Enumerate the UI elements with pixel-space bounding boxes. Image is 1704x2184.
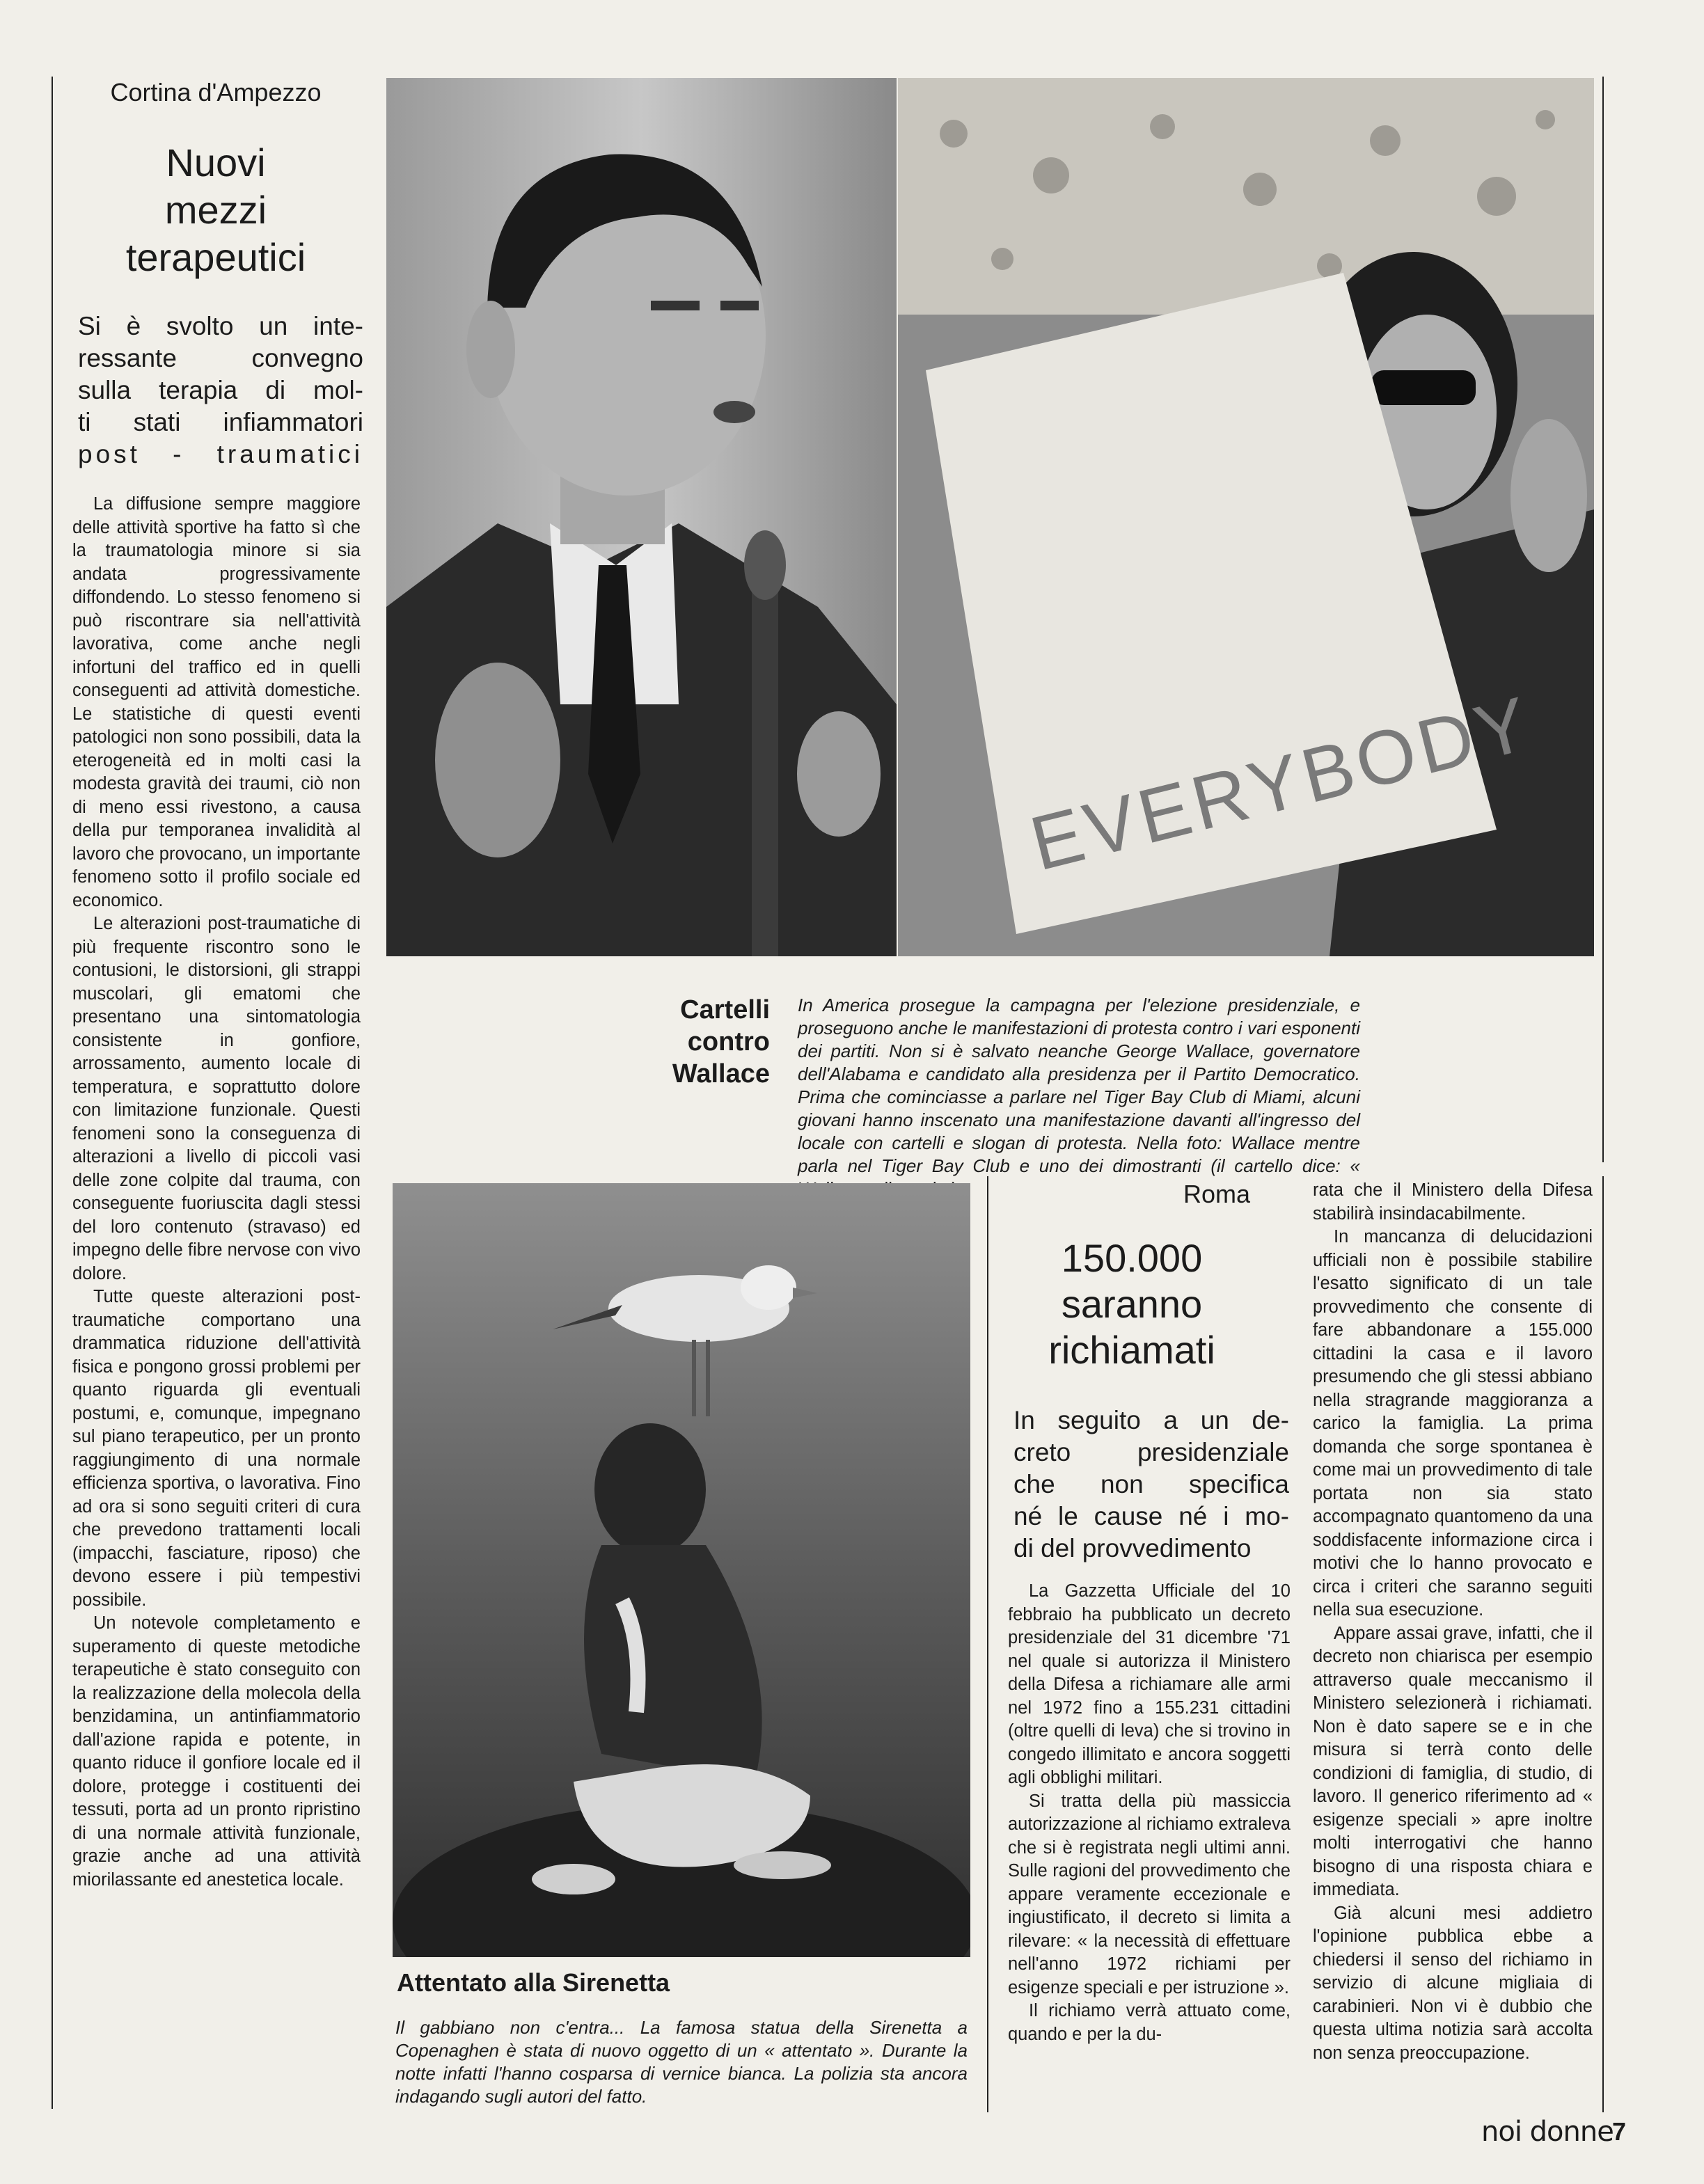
sirenetta-caption: Il gabbiano non c'entra... La famosa statua della Sirenetta a Copenaghen è stata di nuovo oggetto di un « attentato ». Durante la notte infatti l'hanno cosparsa di vernice bianca. La polizia sta ancora indagando sugli autori del fatto. — [395, 2017, 968, 2107]
roma-col2-paragraph: Già alcuni mesi addietro l'opinione pubblica ebbe a chiedersi il senso del richiamo in servizio di alcune migliaia di carabinieri. Non vi è dubbio che questa ultima notizia sarà accolta non senza preoccupazione. — [1313, 1903, 1593, 2063]
left-body — [72, 493, 361, 2107]
roma-headline-line: 150.000 — [1061, 1236, 1203, 1280]
right-edge-rule — [1602, 77, 1604, 1162]
wallace-caption: In America prosegue la campagna per l'elezione presidenziale, e proseguono anche le manifestazioni di protesta contro i vari esponenti dei partiti. Non si è salvato neanche George Wallace, governatore dell'Alabama e candidato alla presidenza per il Partito Democratico. Prima che cominciasse a parlare nel Tiger Bay Club di Miami, alcuni giovani hanno inscenato una manifestazione davanti all'ingresso del locale con cartelli e slogan di protesta. Nella foto: Wallace mentre parla nel Tiger Bay Club e uno dei dimostranti (il cartello dice: « — [798, 995, 1360, 1176]
roma-col1-paragraph: La Gazzetta Ufficiale del 10 febbraio ha pubblicato un decreto presidenziale del 31 dicembre '71 nel quale si autorizza il Ministero della Difesa a richiamare alle armi nel 1972 fino a 155.231 cittadini (oltre quelli di leva) che si trovino in congedo illimitato e ancora soggetti agli obblighi militari. — [1008, 1581, 1291, 1787]
roma-col2-continuation: rata che il Ministero della Difesa stabilirà insindacabilmente. — [1313, 1180, 1593, 1224]
roma-col1-paragraph: Il richiamo verrà attuato come, quando e per la du- — [1008, 2001, 1291, 2044]
left-paragraph: Un notevole completamento e superamento di queste metodiche terapeutiche è stato conseguito con la realizzazione della molecola della benzidamina, un antinfiammatorio dall'azione rapida e potente, in quanto riduce il gonfiore locale ed il dolore, protegge i costituenti dei tessuti, porta ad un pronto ripristino di una normale attività funzionale, grazie anche ad una attività miorilassante ed anestetica locale. — [72, 1613, 361, 1890]
roma-headline — [1002, 1235, 1261, 1373]
roma-headline-line: richiamati — [1048, 1328, 1215, 1372]
roma-deck-line: di del provvedimento — [1013, 1534, 1252, 1562]
wallace-label-line: contro — [687, 1027, 770, 1057]
sign-text: EVERYBODY — [1022, 679, 1541, 887]
left-deck-line: ressante convegno — [78, 344, 363, 372]
left-deck-line: post - traumatici — [78, 440, 363, 468]
left-kicker: Cortina d'Ampezzo — [110, 78, 322, 106]
wallace-label-line: Cartelli — [680, 995, 770, 1024]
roma-col2 — [1313, 1179, 1593, 2112]
sirenetta-title: Attentato alla Sirenetta — [397, 1968, 670, 1997]
roma-deck — [1013, 1404, 1289, 1565]
left-deck — [78, 310, 363, 470]
left-deck-line: sulla terapia di mol- — [78, 376, 363, 404]
left-paragraph: Tutte queste alterazioni post-traumatiche comportano una drammatica riduzione dell'attività fisica e pongono grossi problemi per quanto riguarda gli eventuali postumi, e, comunque, impegnano sul piano terapeutico, per un pronto raggiungimento di una normale efficienza sportiva, o lavorativa. Fino ad ora si sono seguiti criteri di cura che prevedono trattamenti locali (impacchi, fasciature, riposo) che devono essere i più tempestivi possibile. — [72, 1287, 361, 1610]
left-headline-line: Nuovi — [166, 141, 266, 184]
roma-col2-paragraph: In mancanza di delucidazioni ufficiali non è possibile stabilire l'esatto significato di un tale provvedimento che consente di fare abbandonare a 155.000 cittadini la casa e il lavoro presumendo che gli stessi abbiano nella stragrande maggioranza a carico la famiglia. La prima domanda che sorge spontanea è come mai un provvedimento di tale portata non sia stato accompagnato quantomeno da una soddisfacente informazione circa i motivi che lo hanno provocato e circa i criteri che saranno seguiti nella sua esecuzione. — [1313, 1227, 1593, 1620]
left-deck-line: Si è svolto un inte- — [78, 312, 363, 340]
page-number: 7 — [1612, 2117, 1627, 2146]
roma-deck-line: In seguito a un de- — [1013, 1406, 1289, 1434]
roma-deck-line: creto presidenziale — [1013, 1438, 1289, 1466]
left-column-rule — [52, 77, 53, 2109]
left-headline — [66, 139, 365, 281]
sirenetta-photo — [393, 1183, 970, 1957]
left-paragraph: Le alterazioni post-traumatiche di più frequente riscontro sono le contusioni, le distorsioni, gli strappi muscolari, gli ematomi che presentano una sintomatologia consistente in gonfiore, arrossamento, aumento locale di temperatura, e soprattutto dolore con limitazione funzionale. Questi fenomeni sono la conseguenza di alterazioni a livello di piccoli vasi delle zone colpite dal trauma, con conseguente fuoriuscita dagli stessi del loro contenuto (stravaso) ed impegno delle fibre nervose con vivo dolore. — [72, 914, 361, 1283]
roma-col1-paragraph: Si tratta della più massiccia autorizzazione al richiamo extraleva che si è registrata negli ultimi anni. Sulle ragioni del provvedimento che appare veramente eccezionale e ingiustificato, il decreto si limita a rilevare: « la necessità di effettuare nell'anno 1972 richiami per esigenze speciali e per istruzione ». — [1008, 1791, 1291, 1997]
left-deck-line: ti stati infiammatori — [78, 408, 363, 436]
roma-left-rule — [987, 1176, 988, 2112]
protester-photo — [898, 78, 1594, 956]
left-headline-line: terapeutici — [125, 235, 306, 279]
left-headline-line: mezzi — [164, 188, 267, 232]
roma-col1 — [1008, 1580, 1291, 2109]
wallace-label-line: Wallace — [672, 1059, 770, 1089]
roma-right-rule — [1602, 1176, 1604, 2112]
roma-col2-paragraph: Appare assai grave, infatti, che il decreto non chiarisca per esempio attraverso quale meccanismo il Ministero selezionerà i richiamati. Non è dato sapere se e in che misura si terrà conto delle condizioni di famiglia, di studio, di lavoro. Il generico riferimento ad « esigenze speciali » apre inoltre molti interrogativi che hanno bisogno di una risposta chiara e immediata. — [1313, 1623, 1593, 1899]
roma-headline-line: saranno — [1061, 1282, 1203, 1326]
wallace-label — [606, 994, 770, 1090]
roma-deck-line: che non specifica — [1013, 1470, 1289, 1498]
footer-magazine: noi donne — [1481, 2116, 1614, 2148]
wallace-photo — [386, 78, 897, 956]
roma-deck-line: né le cause né i mo- — [1013, 1502, 1289, 1530]
left-paragraph: La diffusione sempre maggiore delle attività sportive ha fatto sì che la traumatologia minore si sia andata progressivamente diffondendo. Lo stesso fenomeno si può riscontrare sia nell'attività lavorativa, come anche negli infortuni del traffico ed in quelli conseguenti ad attività domestiche. Le statistiche di questi eventi patologici non sono possibili, data la eterogeneità ed in molti casi la modesta gravità dei traumi, ciò non di meno essi rivestono, a causa della pur temporanea invalidità al lavoro che provocano, un importante fenomeno sotto il profilo sociale ed economico. — [72, 494, 361, 910]
roma-kicker: Roma — [1183, 1180, 1251, 1208]
